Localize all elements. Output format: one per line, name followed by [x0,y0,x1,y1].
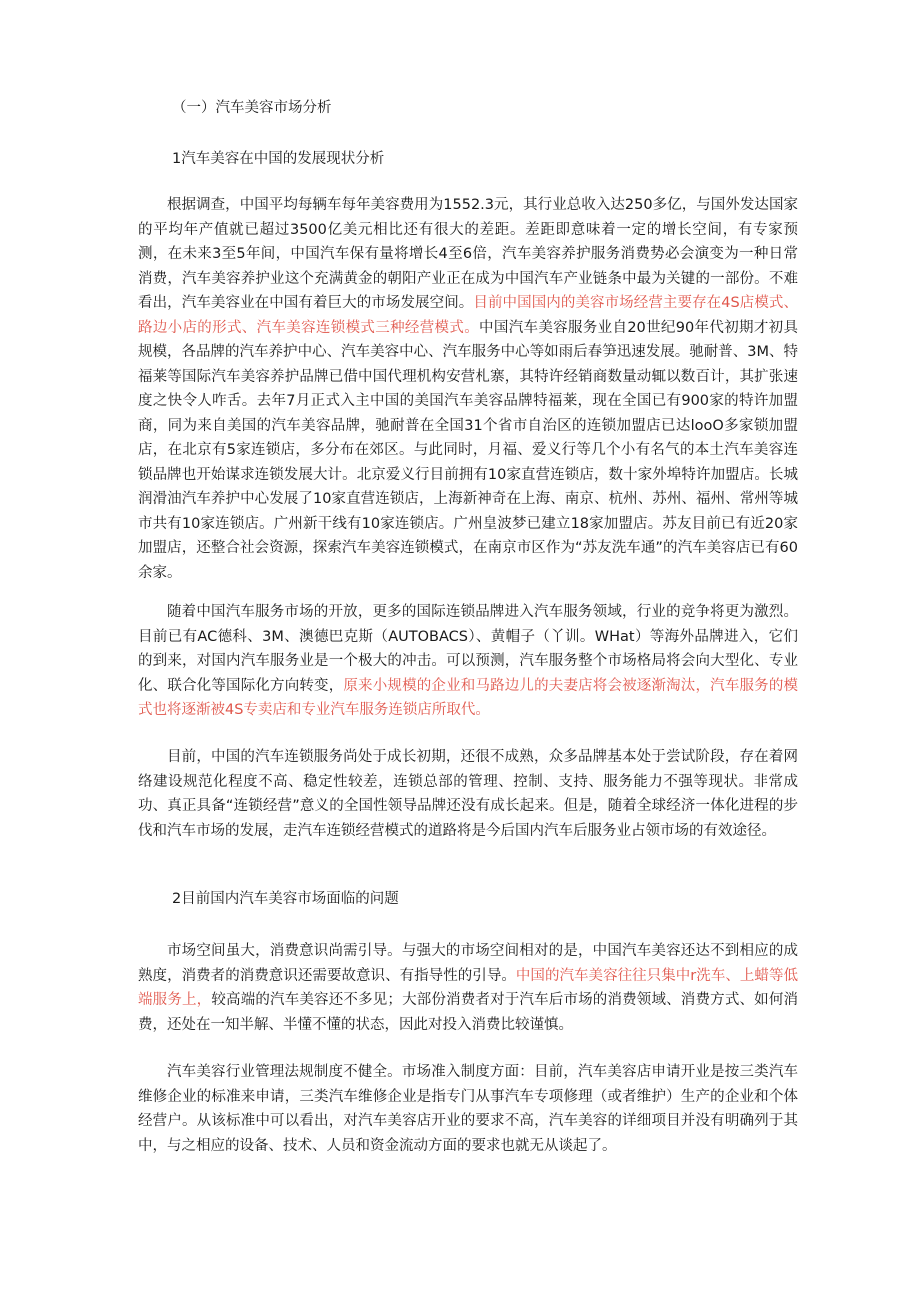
subsection-heading-1: 1汽车美容在中国的发展现状分析 [172,151,385,167]
paragraph-text: 目前，中国的汽车连锁服务尚处于成长初期，还很不成熟，众多品牌基本处于尝试阶段，存在着网络建设规范化程度不高、稳定性较差，连锁总部的管理、控制、支持、服务能力不强等现状。非常成功、真正具备“连锁经营”意义的全国性领导品牌还没有成长起来。但是，随着全球经济一体化进程的步伐和汽车市场的发展，走汽车连锁经营模式的道路将是今后国内汽车后服务业占领市场的有效途径。 [138,749,798,839]
paragraph-regulations [138,1060,798,1158]
highlighted-text: 目前中国国内的美容市场经营主要存在4S店模式、路边小店的形式、汽车美容连锁模式三种经营模式。 [138,295,799,336]
paragraph-text: 随着中国汽车服务市场的开放，更多的国际连锁品牌进入汽车服务领域，行业的竞争将更为激烈。目前已有AC德科、3M、澳德巴克斯（AUTOBACS）、黄帽子（丫训。WHat）等海外品牌进入，它们的到来，对国内汽车服务业是一个极大的冲击。可以预测，汽车服务整个市场格局将会向大型化、专业化、联合化等国际化方向转变， [138,604,798,694]
paragraph-development-status [138,193,798,585]
paragraph-text: 根据调查，中国平均每辆车每年美容费用为1552.3元，其行业总收入达250多亿，与国外发达国家的平均年产值就已超过3500亿美元相比还有很大的差距。差距即意味着一定的增长空间，有专家预测，在未来3至5年间，中国汽车保有量将增长4至6倍，汽车美容养护服务消费势必会演变为一种日常消费，汽车美容养护业这个充满黄金的朝阳产业正在成为中国汽车产业链条中最为关键的一部份。不难看出，汽车美容业在中国有着巨大的市场发展空间。 [138,197,798,311]
paragraph-text: 市场空间虽大，消费意识尚需引导。与强大的市场空间相对的是，中国汽车美容还达不到相应的成熟度，消费者的消费意识还需要故意识、有指导性的引导。 [138,943,798,984]
paragraph-text: 汽车美容行业管理法规制度不健全。市场准入制度方面：目前，汽车美容店申请开业是按三类汽车维修企业的标准来申请，三类汽车维修企业是指专门从事汽车专项修理（或者维护）生产的企业和个体经营户。从该标准中可以看出，对汽车美容店开业的要求不高，汽车美容的详细项目并没有明确列于其中，与之相应的设备、技术、人员和资金流动方面的要求也就无从谈起了。 [138,1064,798,1154]
paragraph-text: 中国汽车美容服务业自20世纪90年代初期才初具规模，各品牌的汽车养护中心、汽车美容中心、汽车服务中心等如雨后春笋迅速发展。驰耐普、3M、特福莱等国际汽车美容养护品牌已借中国代理机构安营札寨，其特许经销商数量动辄以数百计，其扩张速度之快令人咋舌。去年7月正式入主中国的美国汽车美容品牌特福莱，现在全国已有900家的特许加盟商，同为来自美国的汽车美容品牌，驰耐普在全国31个省市自治区的连锁加盟店已达looO多家锁加盟店，在北京有5家连锁店，多分布在郊区。与此同时，月福、爱义行等几个小有名气的本土汽车美容连锁品牌也开始谋求连锁发展大计。北京爱义行目前拥有10家直营连锁店，数十家外埠特许加盟店。长城润滑油汽车养护中心发展了10家直营连锁店，上海新神奇在上海、南京、杭州、苏州、福州、常州等城市共有10家连锁店。广州新干线有10家连锁店。广州皇波梦已建立18家加盟店。苏友目前已有近20家加盟店，还整合社会资源，探索汽车美容连锁模式，在南京市区作为“苏友洗车通”的汽车美容店已有60余家。 [138,319,799,581]
paragraph-text: 较高端的汽车美容还不多见；大部份消费者对于汽车后市场的消费领域、消费方式、如何消费，还处在一知半解、半懂不懂的状态，因此对投入消费比较谨慎。 [138,992,799,1033]
highlighted-text: 原来小规模的企业和马路边儿的夫妻店将会被逐渐淘汰，汽车服务的模式也将逐渐被4S专卖店和专业汽车服务连锁店所取代。 [138,677,799,718]
section-heading: （一）汽车美容市场分析 [172,100,332,116]
subsection-heading-2: 2目前国内汽车美容市场面临的问题 [172,891,399,907]
paragraph-consumer-awareness [138,939,798,1037]
paragraph-chain-service [138,745,798,843]
highlighted-text: 中国的汽车美容往往只集中r洗车、上蜡等低端服务上， [138,967,798,1008]
paragraph-market-opening [138,600,798,723]
